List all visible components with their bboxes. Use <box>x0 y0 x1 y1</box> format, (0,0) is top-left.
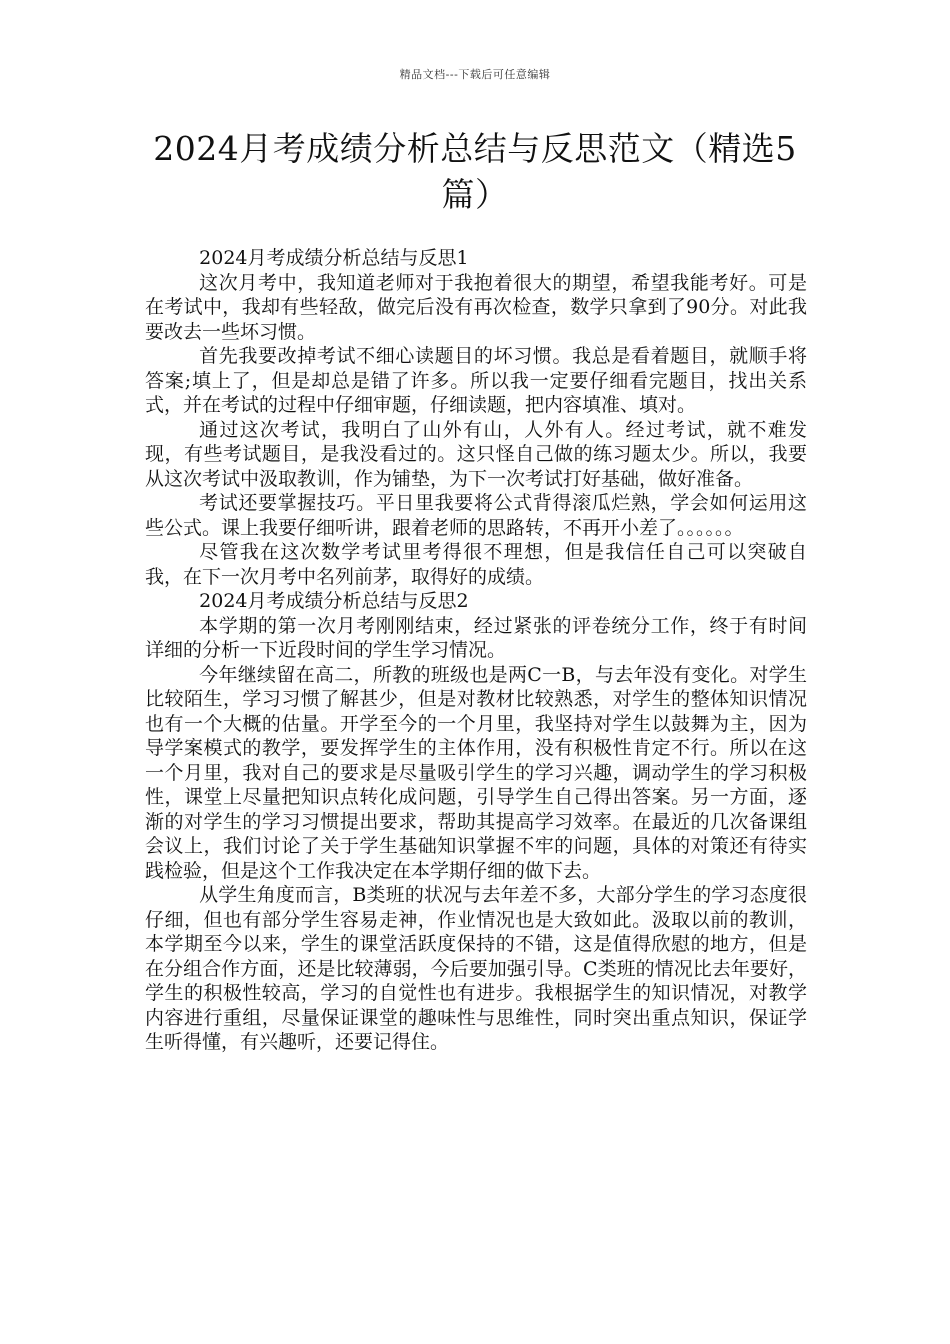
paragraph: 今年继续留在高二，所教的班级也是两C一B，与去年没有变化。对学生比较陌生，学习习惯了解甚少，但是对教材比较熟悉，对学生的整体知识情况也有一个大概的估量。开学至今的一个月里，我坚持对学生以鼓舞为主，因为导学案模式的教学，要发挥学生的主体作用，没有积极性肯定不行。所以在这一个月里，我对自己的要求是尽量吸引学生的学习兴趣，调动学生的学习积极性，课堂上尽量把知识点转化成问题，引导学生自己得出答案。另一方面，逐渐的对学生的学习习惯提出要求，帮助其提高学习效率。在最近的几次备课组会议上，我们讨论了关于学生基础知识掌握不牢的问题，具体的对策还有待实践检验，但是这个工作我决定在本学期仔细的做下去。 <box>145 663 807 882</box>
section-heading: 2024月考成绩分析总结与反思1 <box>199 247 469 269</box>
document-body <box>145 246 807 1055</box>
paragraph: 考试还要掌握技巧。平日里我要将公式背得滚瓜烂熟，学会如何运用这些公式。课上我要仔细听讲，跟着老师的思路转，不再开小差了。。。。。。 <box>145 492 807 539</box>
paragraph: 这次月考中，我知道老师对于我抱着很大的期望，希望我能考好。可是在考试中，我却有些轻敌，做完后没有再次检查，数学只拿到了90分。对此我要改去一些坏习惯。 <box>145 271 807 343</box>
paragraph: 本学期的第一次月考刚刚结束，经过紧张的评卷统分工作，终于有时间详细的分析一下近段时间的学生学习情况。 <box>145 614 807 661</box>
paragraph: 从学生角度而言，B类班的状况与去年差不多，大部分学生的学习态度很仔细，但也有部分学生容易走神，作业情况也是大致如此。汲取以前的教训，本学期至今以来，学生的课堂活跃度保持的不错，这是值得欣慰的地方，但是在分组合作方面，还是比较薄弱，今后要加强引导。C类班的情况比去年要好，学生的积极性较高，学习的自觉性也有进步。我根据学生的知识情况，对教学内容进行重组，尽量保证课堂的趣味性与思维性，同时突出重点知识，保证学生听得懂，有兴趣听，还要记得住。 <box>145 884 807 1053</box>
page-header: 精品文档---下载后可任意编辑 <box>399 68 551 81</box>
document-title: 2024月考成绩分析总结与反思范文（精选5篇） <box>153 129 797 214</box>
paragraph: 通过这次考试，我明白了山外有山，人外有人。经过考试，就不难发现，有些考试题目，是我没看过的。这只怪自己做的练习题太少。所以，我要从这次考试中汲取教训，作为铺垫，为下一次考试打好基础，做好准备。 <box>145 418 807 490</box>
paragraph: 首先我要改掉考试不细心读题目的坏习惯。我总是看着题目，就顺手将答案;填上了，但是却总是错了许多。所以我一定要仔细看完题目，找出关系式，并在考试的过程中仔细审题，仔细读题，把内容填准、填对。 <box>145 345 807 416</box>
section-heading: 2024月考成绩分析总结与反思2 <box>199 590 469 612</box>
paragraph: 尽管我在这次数学考试里考得很不理想，但是我信任自己可以突破自我，在下一次月考中名列前茅，取得好的成绩。 <box>145 541 807 588</box>
